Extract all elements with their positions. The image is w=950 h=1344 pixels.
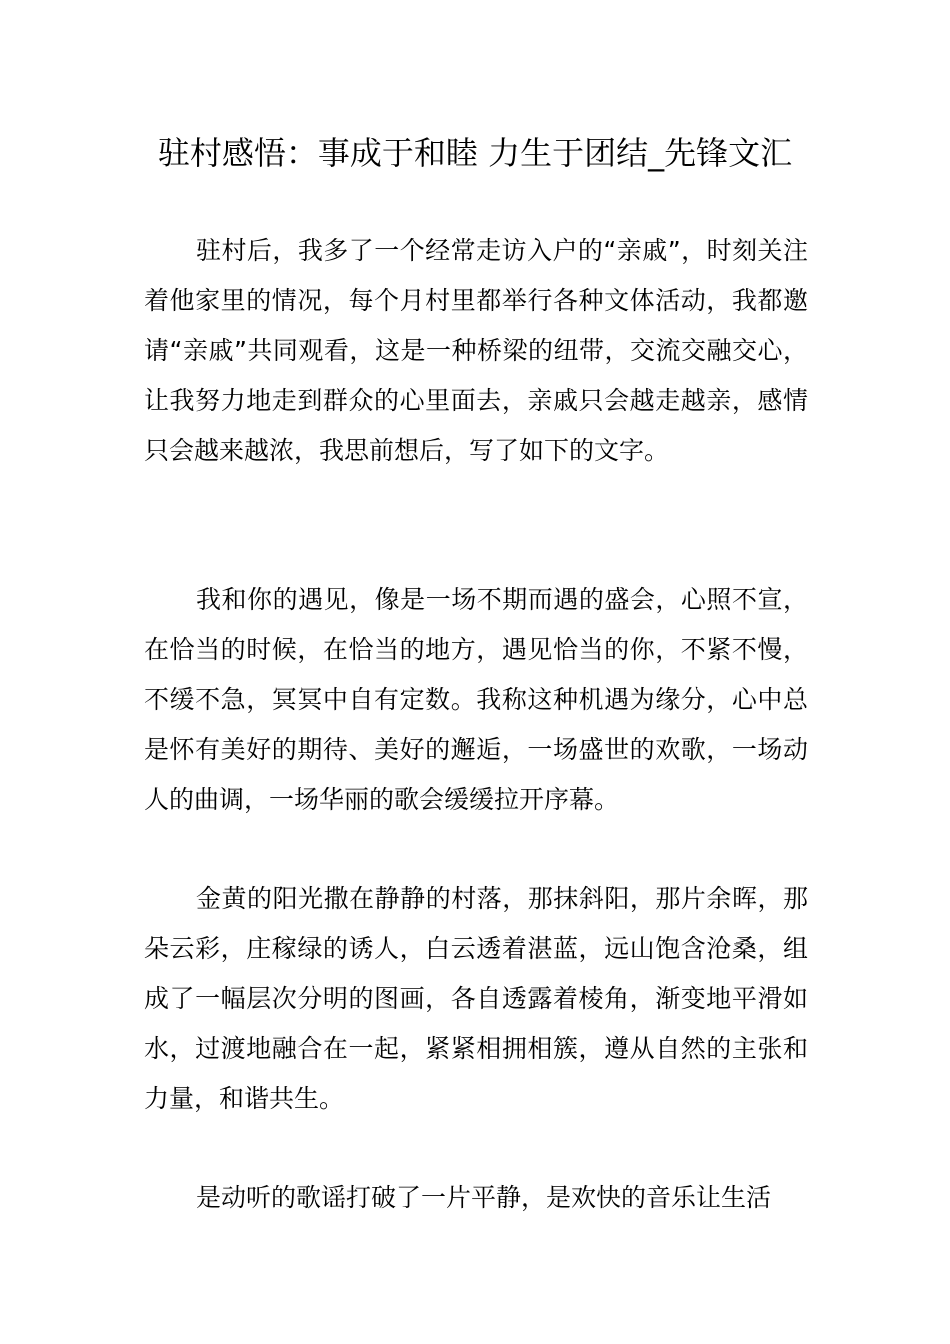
paragraph-1: 驻村后，我多了一个经常走访入户的“亲戚”，时刻关注着他家里的情况，每个月村里都举行各种文体活动，我都邀请“亲戚”共同观看，这是一种桥梁的纽带，交流交融交心，让我努力地走到群众的心里面去，亲戚只会越走越亲，感情只会越来越浓，我思前想后，写了如下的文字。 bbox=[144, 236, 808, 465]
paragraph-2: 我和你的遇见，像是一场不期而遇的盛会，心照不宣，在恰当的时候，在恰当的地方，遇见恰当的你，不紧不慢，不缓不急，冥冥中自有定数。我称这种机遇为缘分，心中总是怀有美好的期待、美好的邂逅，一场盛世的欢歌，一场动人的曲调，一场华丽的歌会缓缓拉开序幕。 bbox=[144, 585, 808, 814]
paragraph-3: 金黄的阳光撒在静静的村落，那抹斜阳，那片余晖，那朵云彩，庄稼绿的诱人，白云透着湛蓝，远山饱含沧桑，组成了一幅层次分明的图画，各自透露着棱角，渐变地平滑如水，过渡地融合在一起，紧紧相拥相簇，遵从自然的主张和力量，和谐共生。 bbox=[144, 884, 808, 1113]
paragraph-4: 是动听的歌谣打破了一片平静，是欢快的音乐让生活 bbox=[196, 1183, 772, 1212]
document-title: 驻村感悟：事成于和睦 力生于团结_先锋文汇 bbox=[157, 134, 793, 172]
